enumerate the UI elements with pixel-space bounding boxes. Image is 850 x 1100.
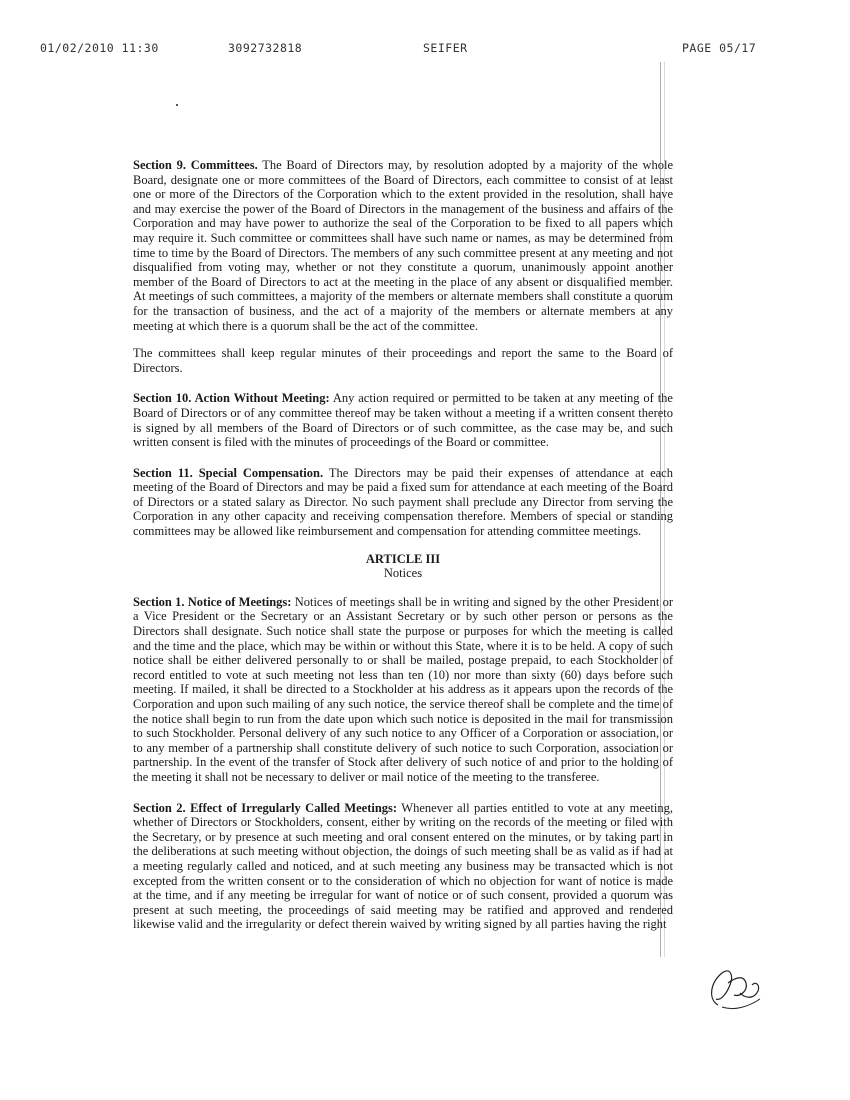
fax-date-time: 01/02/2010 11:30 (40, 41, 159, 55)
fax-phone-number: 3092732818 (228, 41, 303, 55)
fax-header (40, 41, 765, 57)
section-10-text: Any action required or permitted to be taken at any meeting of the Board of Directors or of any committee thereof may be taken without a meeting if a written consent thereto is signed by all members of the Board of Directors or of such committee, as the case may be, and such written consent is filed with the minutes of proceedings of the Board or committee. (133, 391, 673, 450)
article-heading: ARTICLE III (365, 551, 441, 566)
section-9-paragraph (133, 158, 673, 333)
article-3-section-1-text: Notices of meetings shall be in writing and signed by the other President or a Vice President or the Secretary or an Assistant Secretary or by such other person or persons as the Directors shall designate. Such notice shall state the purpose or purposes for which the meeting is called and the time and the place, which may be within or without this State, where it is to be held. A copy of such notice shall be either delivered personally to or shall be mailed, postage prepaid, to each Stockholder of record entitled to vote at such meeting not less than ten (10) nor more than sixty (60) days before such meeting. If mailed, it shall be directed to a Stockholder at his address as it appears upon the records of the Corporation and upon such mailing of any such notice, the service thereof shall be complete and the time of the notice shall begin to run from the date upon which such notice is deposited in the mail for transmission to such Stockholder. Personal delivery of any such notice to any Officer of a Corporation or association, or to any member of a partnership shall constitute delivery of such notice to such Corporation, association or partnership. In the event of the transfer of Stock after delivery of such notice of and prior to the holding of the meeting it shall not be necessary to deliver or mail notice of the meeting to the transferee. (133, 594, 673, 784)
fax-page-number: PAGE 05/17 (682, 41, 757, 55)
initials-signature (700, 955, 770, 1015)
article-subheading: Notices (383, 566, 423, 581)
section-10-paragraph (133, 391, 673, 449)
section-10-title: Section 10. Action Without Meeting: (133, 391, 330, 406)
article-3-section-1-title: Section 1. Notice of Meetings: (133, 594, 292, 609)
section-11-text: The Directors may be paid their expenses of attendance at each meeting of the Board of Directors and may be paid a fixed sum for attendance at each meeting of the Board of Directors or a stated salary as Director. No such payment shall preclude any Director from serving the Corporation in any other capacity and receiving compensation therefore. Members of special or standing committees may be allowed like reimbursement and compensation for attending committee meetings. (133, 465, 673, 539)
section-9-text: The Board of Directors may, by resolution adopted by a majority of the whole Board, designate one or more committees of the Board of Directors, each committee to consist of at least one or more of the Directors of the Corporation which to the extent provided in the resolution, shall have and may exercise the power of the Board of Directors in the management of the business and affairs of the Corporation and may have power to authorize the seal of the Corporation to be fixed to all papers which may require it. Such committee or committees shall have such name or names, as may be determined from time to time by the Board of Directors. The members of any such committee present at any meeting and not disqualified from voting may, whether or not they constitute a quorum, unanimously appoint another member of the Board of Directors to act at the meeting in the place of any absent or disqualified member. At meetings of such committees, a majority of the members or alternate members shall constitute a quorum for the transaction of business, and the act of a majority of the members or alternate members at any meeting at which there is a quorum shall be the act of the committee. (133, 158, 673, 333)
article-3-section-2-paragraph (133, 801, 673, 932)
section-9-title: Section 9. Committees. (133, 158, 258, 172)
document-body (133, 158, 673, 945)
article-3-section-2-text: Whenever all parties entitled to vote at any meeting, whether of Directors or Stockholders, consent, either by writing on the records of the meeting or filed with the Secretary, or by presence at such meeting and oral consent entered on the minutes, or by taking part in the deliberations at such meeting without objection, the doings of such meeting shall be as valid as if had at a meeting regularly called and noticed, and at such meeting any business may be transacted which is not excepted from the written consent or to the consideration of which no objection for want of notice is made at the time, and if any meeting be irregular for want of notice or of such consent, provided a quorum was present at such meeting, the proceedings of said meeting may be ratified and approved and rendered likewise valid and the irregularity or defect therein waived by writing signed by all parties having the right (133, 800, 673, 932)
article-3-section-2-title: Section 2. Effect of Irregularly Called Meetings: (133, 800, 398, 815)
section-9-paragraph-2: The committees shall keep regular minutes of their proceedings and report the same to the Board of Directors. (133, 346, 673, 375)
fax-sender: SEIFER (423, 41, 468, 55)
section-11-paragraph (133, 466, 673, 539)
section-11-title: Section 11. Special Compensation. (133, 465, 324, 480)
scan-speck (176, 104, 178, 106)
article-3-section-1-paragraph (133, 595, 673, 785)
